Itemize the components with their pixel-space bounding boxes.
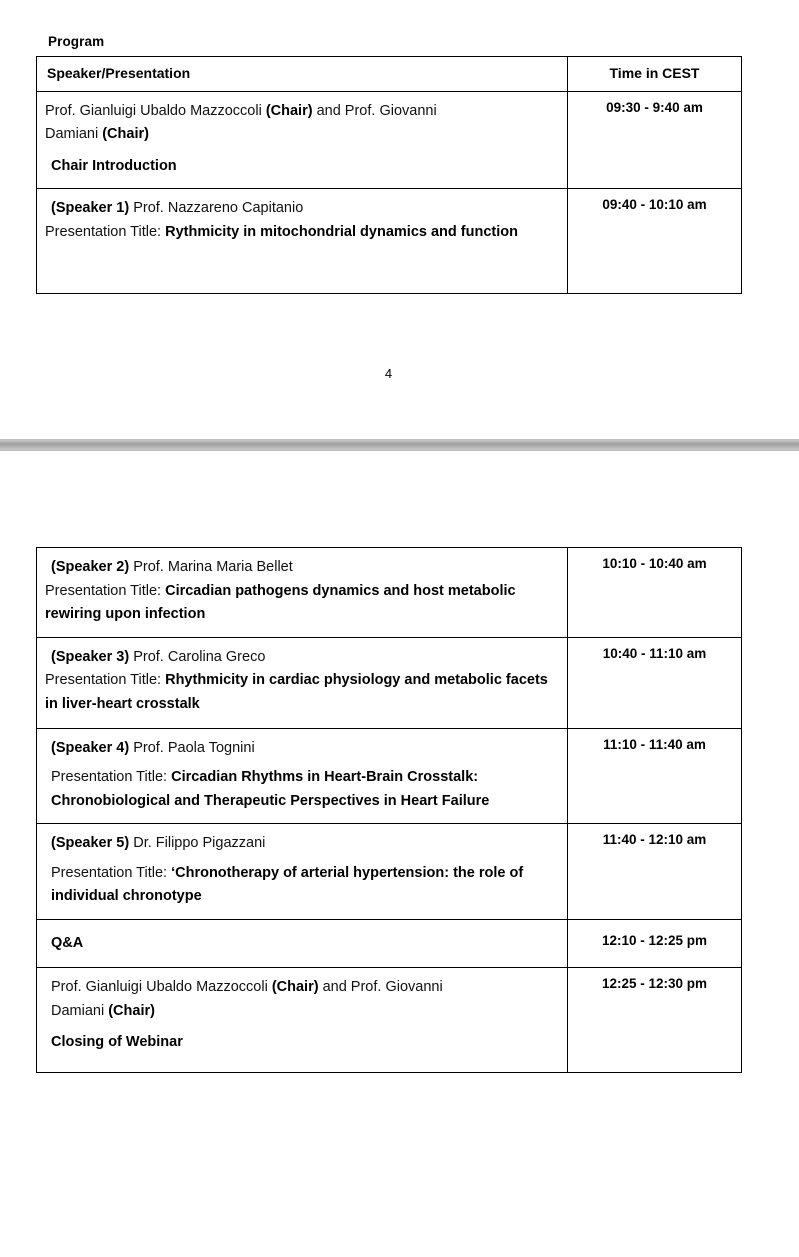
speaker-4-cell xyxy=(37,728,568,823)
speaker-2-name: Prof. Marina Maria Bellet xyxy=(129,559,293,576)
speaker-5-title-label: Presentation Title: xyxy=(51,864,172,881)
closing-chair-name-2-rest: Damiani xyxy=(51,1002,109,1019)
qa-time: 12:10 - 12:25 pm xyxy=(568,919,742,967)
speaker-5-line xyxy=(45,832,559,855)
table-row xyxy=(37,968,742,1073)
program-heading: Program xyxy=(48,34,105,49)
speaker-2-line xyxy=(45,556,559,579)
closing-line-1 xyxy=(45,976,559,999)
speaker-2-title-line xyxy=(45,580,559,627)
table-row xyxy=(37,824,742,919)
closing-cell xyxy=(37,968,568,1073)
table-row xyxy=(37,189,742,294)
program-table-page-2 xyxy=(36,547,742,1073)
speaker-1-name: Prof. Nazzareno Capitanio xyxy=(129,200,304,217)
speaker-5-time: 11:40 - 12:10 am xyxy=(568,824,742,919)
speaker-2-cell xyxy=(37,548,568,637)
closing-label xyxy=(45,1031,559,1054)
closing-chair-name-2-partial: and Prof. Giovanni xyxy=(318,979,443,996)
speaker-4-name: Prof. Paola Tognini xyxy=(129,739,255,756)
table-row xyxy=(37,728,742,823)
table-row xyxy=(37,92,742,189)
table-row xyxy=(37,548,742,637)
speaker-2-time: 10:10 - 10:40 am xyxy=(568,548,742,637)
qa-cell xyxy=(37,919,568,967)
closing-line-2 xyxy=(45,1000,559,1023)
program-table-page-1 xyxy=(36,56,742,294)
speaker-1-title-label: Presentation Title: xyxy=(45,223,166,240)
chair-name-2-rest: Damiani xyxy=(45,126,103,143)
closing-chair-tag-2: (Chair) xyxy=(108,1002,155,1019)
chair-introduction-cell xyxy=(37,92,568,189)
speaker-3-title: Rhythmicity in cardiac physiology and metabolic facets in liver-heart crosstalk xyxy=(45,672,548,712)
chair-introduction-label xyxy=(45,155,559,178)
page-number: 4 xyxy=(384,366,393,382)
speaker-5-title-line xyxy=(45,862,559,909)
speaker-3-time: 10:40 - 11:10 am xyxy=(568,637,742,728)
speaker-4-title: Circadian Rhythms in Heart-Brain Crosstalk: Chronobiological and Therapeutic Perspectives in Heart Failure xyxy=(51,769,490,809)
speaker-2-tag: (Speaker 2) xyxy=(51,559,130,576)
speaker-1-title: Rythmicity in mitochondrial dynamics and function xyxy=(165,223,518,240)
closing-text: Closing of Webinar xyxy=(51,1034,183,1051)
header-time-cest: Time in CEST xyxy=(568,57,742,92)
chair-tag-2: (Chair) xyxy=(102,126,149,143)
speaker-5-title: ‘Chronotherapy of arterial hypertension: the role of individual chronotype xyxy=(51,864,524,905)
closing-time: 12:25 - 12:30 pm xyxy=(568,968,742,1073)
speaker-4-title-label: Presentation Title: xyxy=(51,769,172,786)
chair-line-2 xyxy=(45,123,559,146)
closing-chair-tag-1: (Chair) xyxy=(271,979,319,996)
speaker-1-line xyxy=(45,197,559,220)
page-2-content xyxy=(36,547,741,1073)
chair-line-1 xyxy=(45,100,559,123)
qa-text: Q&A xyxy=(51,934,84,951)
closing-chair-name-1: Prof. Gianluigi Ubaldo Mazzoccoli xyxy=(51,979,272,996)
page-separator xyxy=(0,439,799,451)
header-speaker-presentation: Speaker/Presentation xyxy=(37,57,568,92)
speaker-1-time: 09:40 - 10:10 am xyxy=(568,189,742,294)
speaker-3-name: Prof. Carolina Greco xyxy=(129,648,266,665)
speaker-1-title-line xyxy=(45,221,559,244)
table-row xyxy=(37,919,742,967)
chair-introduction-text: Chair Introduction xyxy=(51,157,177,174)
speaker-3-line xyxy=(45,646,559,669)
table-header-row xyxy=(37,57,742,92)
qa-label xyxy=(45,932,559,955)
speaker-4-tag: (Speaker 4) xyxy=(51,739,130,756)
document-page-1 xyxy=(0,0,799,381)
chair-name-1: Prof. Gianluigi Ubaldo Mazzoccoli xyxy=(45,103,266,119)
table-row xyxy=(37,637,742,728)
speaker-2-title-label: Presentation Title: xyxy=(45,582,166,599)
speaker-1-cell xyxy=(37,189,568,294)
speaker-4-time: 11:10 - 11:40 am xyxy=(568,728,742,823)
document-page-2 xyxy=(0,451,799,1073)
speaker-5-tag: (Speaker 5) xyxy=(51,835,130,852)
speaker-2-title: Circadian pathogens dynamics and host metabolic rewiring upon infection xyxy=(45,582,516,623)
chair-name-2-partial: and Prof. Giovanni xyxy=(312,103,437,119)
speaker-3-title-label: Presentation Title: xyxy=(45,672,166,689)
chair-tag-1: (Chair) xyxy=(265,103,313,119)
speaker-4-line xyxy=(45,737,559,760)
page-1-content xyxy=(36,34,741,381)
speaker-3-tag: (Speaker 3) xyxy=(51,648,130,665)
speaker-3-cell xyxy=(37,637,568,728)
speaker-4-title-line xyxy=(45,766,559,813)
speaker-3-title-line xyxy=(45,669,559,716)
speaker-5-name: Dr. Filippo Pigazzani xyxy=(129,835,266,852)
speaker-1-tag: (Speaker 1) xyxy=(51,200,130,217)
speaker-5-cell xyxy=(37,824,568,919)
chair-introduction-time: 09:30 - 9:40 am xyxy=(568,92,742,189)
